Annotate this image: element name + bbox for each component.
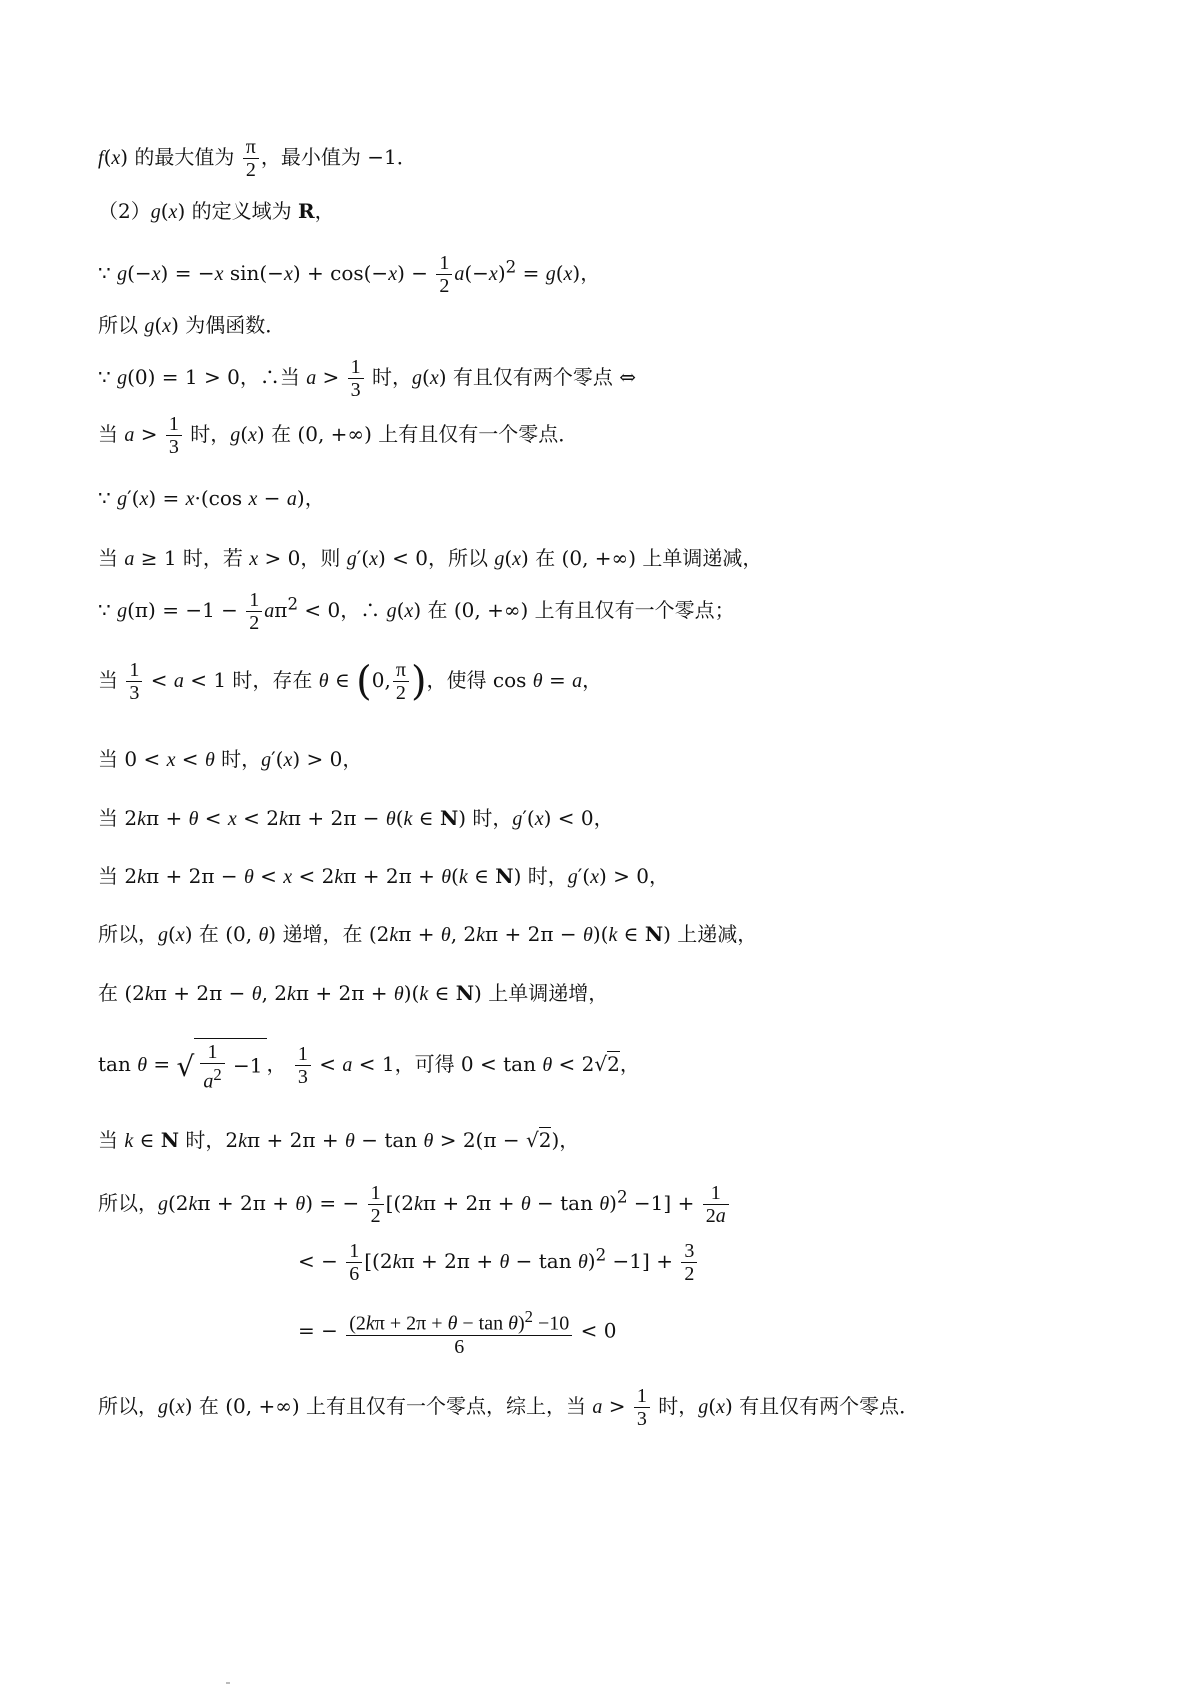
solution-line-1: f(x) 的最大值为 $\frac{\pi}{2}$ ，最小值为 −1． (98, 136, 417, 181)
solution-line-9: ∵ g(π) = −1 − $\frac{1}{2}$ $a\pi^2 < 0$，∴ g(x) 在 (0, +∞) 上有且仅有一个零点； (98, 589, 735, 634)
solution-line-2: （2）g(x) 的定义域为 R， (98, 199, 335, 223)
solution-line-6: 当 a > $\frac{1}{3}$ 时，g(x) 在 (0, +∞) 上有且仅有一个零点． (98, 413, 579, 458)
solution-line-19: < − $\frac{1}{6}$ $[(2k\pi + 2\pi + \theta - \tan \theta)^2 -1]$ + $\frac{3}{2}$ (298, 1240, 699, 1285)
solution-line-5: ∵ g(0) = 1 > 0，∴当 a > $\frac{1}{3}$ 时，g(x) 有且仅有两个零点 ⇔ (98, 356, 637, 401)
solution-line-20: = − $\frac{(2k\pi + 2\pi + \theta - \tan \theta)^2 -10}{6}$ < 0 (298, 1307, 617, 1358)
solution-line-4: 所以 g(x) 为偶函数． (98, 313, 286, 337)
solution-line-3: ∵ g(−x) = −x sin(−x) + cos(−x) − $\frac{1}{2}$ $a(-x)^2 = g(x)$， (98, 252, 601, 297)
page-mark (226, 1682, 230, 1684)
solution-line-17: 当 k ∈ N 时，2kπ + 2π + θ − tan θ > 2(π − √2)， (98, 1128, 580, 1152)
solution-line-18: 所以，g(2kπ + 2π + θ) = − $\frac{1}{2}$ $[(2k\pi + 2\pi + \theta - \tan \theta)^2 -1]$ + $\frac{1}{2a}$ (98, 1182, 731, 1227)
solution-line-12: 当 2kπ + θ < x < 2kπ + 2π − θ(k ∈ N) 时，g′(x) < 0， (98, 806, 614, 830)
solution-line-21: 所以，g(x) 在 (0, +∞) 上有且仅有一个零点，综上，当 a > $\frac{1}{3}$ 时，g(x) 有且仅有两个零点． (98, 1385, 920, 1430)
solution-line-16: tan θ = √ $\frac{1}{a^2}$ −1 ， $\frac{1}{3}$ < a < 1，可得 0 < tan θ < 2√2， (98, 1038, 640, 1093)
solution-line-13: 当 2kπ + 2π − θ < x < 2kπ + 2π + θ(k ∈ N) 时，g′(x) > 0， (98, 864, 669, 888)
solution-line-8: 当 a ≥ 1 时，若 x > 0，则 g′(x) < 0，所以 g(x) 在 (0, +∞) 上单调递减， (98, 546, 763, 570)
solution-line-10: 当 $\frac{1}{3}$ < a < 1 时，存在 θ ∈ (0, $\frac{\pi}{2}$ )，使得 cos θ = a， (98, 658, 603, 705)
solution-line-7: ∵ g′(x) = x·(cos x − a)， (98, 486, 325, 510)
solution-line-14: 所以，g(x) 在 (0, θ) 递增，在 (2kπ + θ, 2kπ + 2π − θ)(k ∈ N) 上递减， (98, 922, 758, 946)
solution-line-15: 在 (2kπ + 2π − θ, 2kπ + 2π + θ)(k ∈ N) 上单调递增， (98, 981, 609, 1005)
solution-line-11: 当 0 < x < θ 时，g′(x) > 0， (98, 747, 363, 771)
